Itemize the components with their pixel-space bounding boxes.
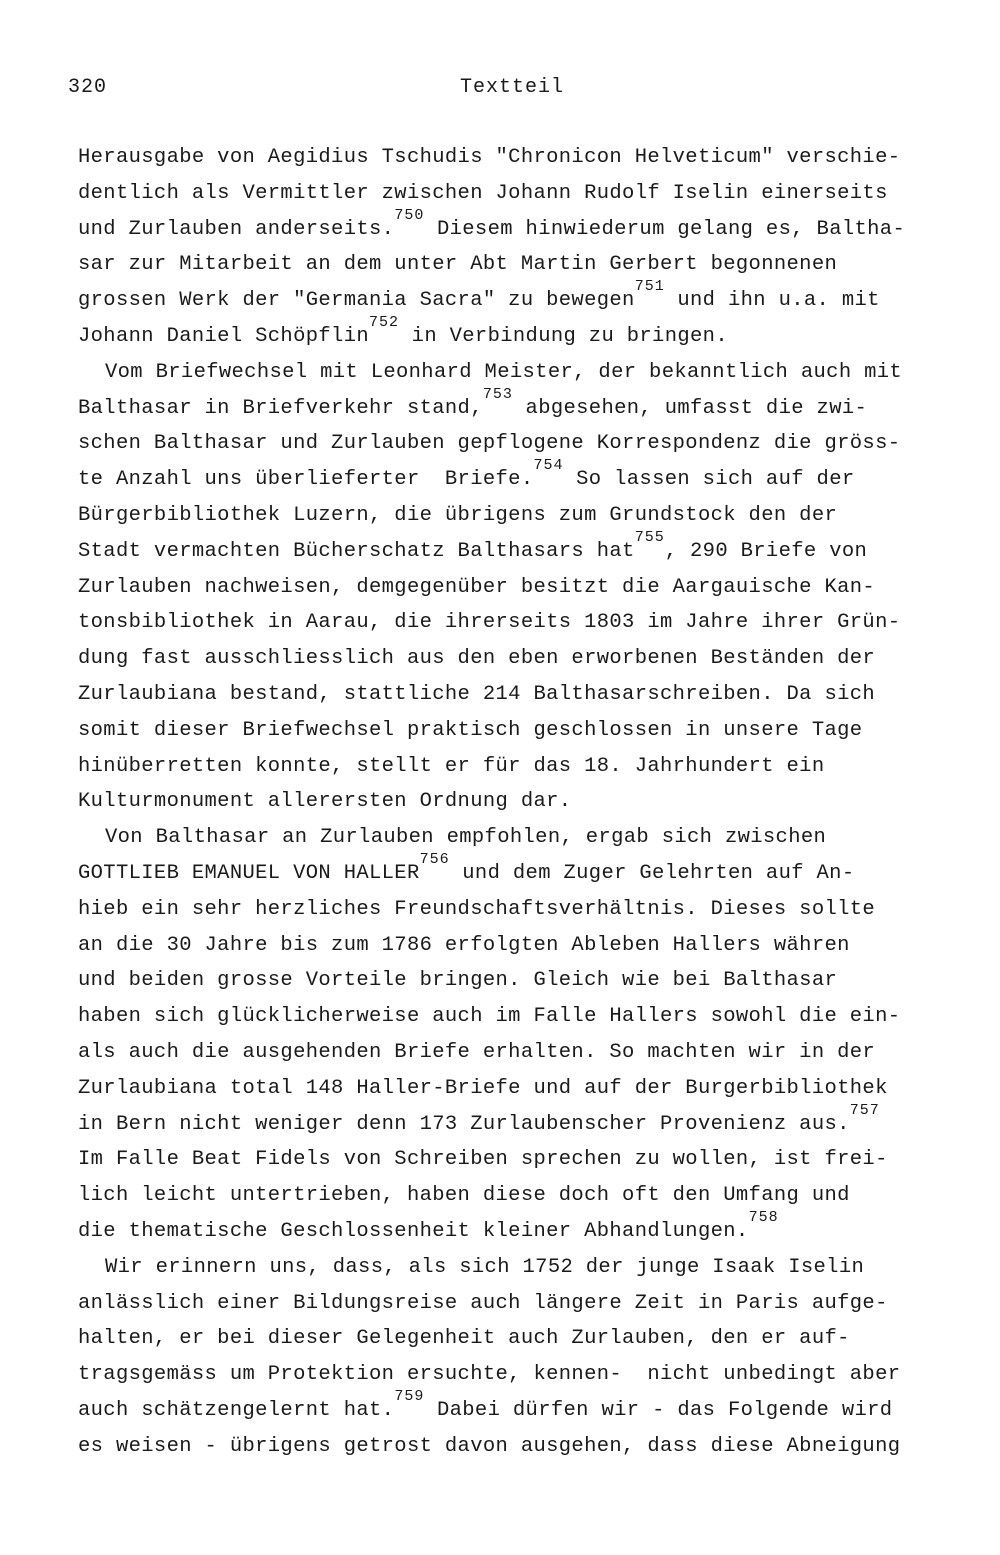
text-segment: in Verbindung zu bringen.: [399, 324, 728, 348]
text-segment: te Anzahl uns überlieferter Briefe.: [78, 468, 534, 492]
text-line: dentlich als Vermittler zwischen Johann Rudolf Iselin einerseits: [78, 181, 888, 205]
text-line: schen Balthasar und Zurlauben gepflogene Korrespondenz die gröss-: [78, 432, 901, 456]
text-line: [78, 313, 968, 355]
page-number: 320: [68, 76, 108, 99]
text-line: an die 30 Jahre bis zum 1786 erfolgten Ableben Hallers währen: [78, 933, 850, 957]
text-line: Wir erinnern uns, dass, als sich 1752 der junge Isaak Iselin: [105, 1255, 865, 1279]
text-line: tragsgemäss um Protektion ersuchte, kennen- nicht unbedingt aber: [78, 1363, 901, 1387]
paragraph: [78, 820, 968, 1250]
footnote-ref: 756: [419, 850, 450, 868]
text-line: Zurlaubiana total 148 Haller-Briefe und auf der Burgerbibliothek: [78, 1076, 888, 1100]
text-segment: auch schätzengelernt hat.: [78, 1398, 395, 1422]
text-segment: und Zurlauben anderseits.: [78, 217, 395, 241]
text-segment: Stadt vermachten Bücherschatz Balthasars hat: [78, 539, 635, 563]
text-line: als auch die ausgehenden Briefe erhalten. So machten wir in der: [78, 1040, 876, 1064]
text-line: tonsbibliothek in Aarau, die ihrerseits 1803 im Jahre ihrer Grün-: [78, 611, 901, 635]
text-line: haben sich glücklicherweise auch im Falle Hallers sowohl die ein-: [78, 1005, 901, 1029]
text-line: [78, 1208, 968, 1250]
text-line: anlässlich einer Bildungsreise auch längere Zeit in Paris aufge-: [78, 1291, 888, 1315]
footnote-ref: 759: [394, 1387, 425, 1405]
text-segment: in Bern nicht weniger denn 173 Zurlaubenscher Provenienz aus.: [78, 1112, 850, 1136]
text-line: [78, 1387, 968, 1429]
text-line: dung fast ausschliesslich aus den eben erworbenen Beständen der: [78, 647, 876, 671]
text-segment: Diesem hinwiederum gelang es, Baltha-: [424, 217, 906, 241]
text-line: [78, 206, 968, 248]
text-line: Herausgabe von Aegidius Tschudis "Chronicon Helveticum" verschie-: [78, 146, 901, 169]
text-line: hinüberretten konnte, stellt er für das 18. Jahrhundert ein: [78, 754, 825, 778]
text-segment: grossen Werk der "Germania Sacra" zu bewegen: [78, 289, 635, 313]
text-line: Von Balthasar an Zurlauben empfohlen, ergab sich zwischen: [105, 826, 827, 850]
text-line: somit dieser Briefwechsel praktisch geschlossen in unsere Tage: [78, 718, 863, 742]
text-segment: Dabei dürfen wir - das Folgende wird: [424, 1398, 893, 1422]
text-line: [78, 1101, 968, 1143]
footnote-ref: 751: [634, 278, 665, 296]
text-line: [78, 850, 968, 892]
text-line: lich leicht untertrieben, haben diese doch oft den Umfang und: [78, 1184, 850, 1208]
text-segment: und ihn u.a. mit: [664, 289, 880, 313]
footnote-ref: 752: [369, 313, 400, 331]
text-line: Vom Briefwechsel mit Leonhard Meister, der bekanntlich auch mit: [105, 360, 903, 384]
text-line: [78, 457, 968, 498]
footnote-ref: 757: [849, 1101, 880, 1119]
text-segment: So lassen sich auf der: [563, 468, 855, 492]
text-segment: GOTTLIEB EMANUEL VON HALLER: [78, 861, 420, 885]
text-line: [78, 278, 968, 319]
footnote-ref: 758: [748, 1208, 779, 1226]
text-segment: die thematische Geschlossenheit kleiner Abhandlungen.: [78, 1219, 749, 1243]
text-line: hieb ein sehr herzliches Freundschaftsverhältnis. Dieses sollte: [78, 897, 876, 921]
text-line: sar zur Mitarbeit an dem unter Abt Martin Gerbert begonnenen: [78, 253, 838, 277]
paragraph: [78, 1250, 968, 1465]
text-segment: abgesehen, umfasst die zwi-: [512, 396, 868, 420]
footnote-ref: 754: [533, 457, 564, 475]
text-line: Im Falle Beat Fidels von Schreiben sprechen zu wollen, ist frei-: [78, 1148, 888, 1172]
running-title: Textteil: [460, 76, 565, 99]
text-line: Kulturmonument allerersten Ordnung dar.: [78, 790, 572, 814]
text-line: [78, 528, 968, 570]
text-segment: Balthasar in Briefverkehr stand,: [78, 396, 483, 420]
text-line: halten, er bei dieser Gelegenheit auch Zurlauben, den er auf-: [78, 1327, 850, 1351]
text-line: Zurlaubiana bestand, stattliche 214 Balthasarschreiben. Da sich: [78, 682, 876, 706]
text-line: Bürgerbibliothek Luzern, die übrigens zum Grundstock den der: [78, 503, 838, 527]
paragraph: [78, 355, 968, 820]
body-text: [78, 140, 968, 1464]
text-segment: , 290 Briefe von: [664, 539, 868, 563]
footnote-ref: 750: [394, 206, 425, 224]
text-segment: Johann Daniel Schöpflin: [78, 324, 369, 348]
text-line: und beiden grosse Vorteile bringen. Gleich wie bei Balthasar: [78, 969, 838, 993]
text-line: [78, 385, 968, 427]
paragraph: [78, 140, 968, 355]
page-header: [68, 76, 938, 104]
text-segment: und dem Zuger Gelehrten auf An-: [449, 861, 855, 885]
footnote-ref: 753: [482, 385, 513, 403]
footnote-ref: 755: [634, 528, 665, 546]
text-line: es weisen - übrigens getrost davon ausgehen, dass diese Abneigung: [78, 1434, 901, 1458]
text-line: Zurlauben nachweisen, demgegenüber besitzt die Aargauische Kan-: [78, 575, 876, 599]
